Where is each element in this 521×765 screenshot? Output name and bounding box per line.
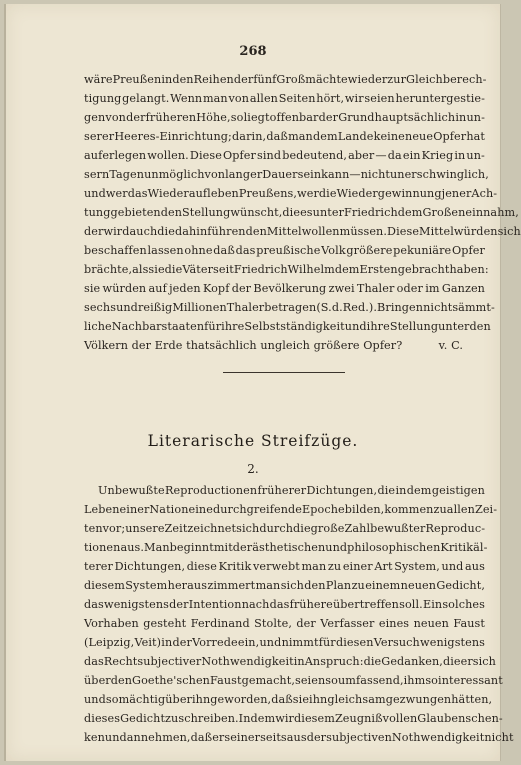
text-line: beschaffen lassen ohne daß das preußische Volk größere pekuniäre Opfer [84, 244, 485, 257]
text-line: auferlegen wollen. Diese Opfer sind bedeutend, aber — da ein Krieg in un- [84, 149, 485, 162]
text-line: wäre Preußen in den Reihen der fünf Großmächte wieder zur Gleichberech- [84, 73, 487, 86]
text-line: das wenigstens der Intention nach das frühere übertreffen soll. Ein solches [84, 598, 485, 611]
text-line: sechsundreißig Millionen Thaler betragen (S. d. Red.). Bringen nicht sämmt- [84, 301, 495, 314]
text-line: und wer das Wiederaufleben Preußens, wer die Wiedergewinnung jener Ach- [84, 187, 498, 200]
page-number: 268 [239, 44, 267, 59]
author-signature: v. C. [438, 339, 463, 352]
text-line: sie würden auf jeden Kopf der Bevölkerung zwei Thaler oder im Ganzen [84, 282, 485, 295]
article-title: Literarische Streifzüge. [147, 432, 359, 450]
text-line: der wird auch die dahin führenden Mittel wollen müssen. Diese Mittel würden sich [84, 225, 521, 238]
text-line: Leben einer Nation eine durchgreifende Epoche bilden, kommen zu allen Zei- [84, 503, 498, 516]
text-line: das Recht subjectiver Nothwendigkeit in Anspruch: die Gedanken, die er sich [84, 655, 496, 668]
article-1-text [84, 70, 521, 355]
text-line: Unbewußte Reproductionen früherer Dichtungen, die in dem geistigen [98, 484, 485, 497]
text-line: serer Heeres-Einrichtung; darin, daß man dem Lande keine neue Opfer hat [84, 130, 485, 143]
text-line: und so mächtig über ihn geworden, daß sie ihn gleichsam gezwungen hätten, [84, 693, 493, 706]
text-line: ken und annehmen, daß er seinerseits aus der subjectiven Nothwendigkeit nicht [84, 731, 514, 744]
text-line: sern Tagen unmöglich von langer Dauer sein kann — nicht unerschwinglich, [84, 168, 489, 181]
article-number: 2. [247, 462, 259, 476]
text-line: terer Dichtungen, diese Kritik verwebt man zu einer Art System, und aus [84, 560, 485, 573]
text-line: (Leipzig, Veit) in der Vorrede ein, und nimmt für diesen Versuch wenigstens [84, 636, 485, 649]
text-line: dieses Gedicht zu schreiben. Indem wir diesem Zeugniß vollen Glauben schen- [84, 712, 503, 725]
text-line: tung gebietenden Stellung wünscht, die es unter Friedrich dem Großen einnahm, [84, 206, 519, 219]
text-line: diesem System heraus zimmert man sich den Plan zu einem neuen Gedicht, [84, 579, 485, 592]
text-line: tigung gelangt. Wenn man von allen Seiten hört, wir seien heruntergestie- [84, 92, 485, 105]
text-line: ten vor; unsere Zeit zeichnet sich durch die große Zahl bewußter Reproduc- [84, 522, 486, 535]
text-line: liche Nachbarstaaten für ihre Selbstständigkeit und ihre Stellung unter den [84, 320, 491, 333]
text-line: brächte, als sie die Väter seit Friedrich Wilhelm dem Ersten gebracht haben: [84, 263, 489, 276]
section-divider [223, 372, 345, 373]
text-line: Vorhaben gesteht Ferdinand Stolte, der Verfasser eines neuen Faust [84, 617, 485, 630]
last-line-text: Völkern der Erde thatsächlich ungleich größere Opfer? [84, 339, 403, 352]
text-line: über den Goethe'schen Faust gemacht, seien so umfassend, ihm so interessant [84, 674, 503, 687]
book-page [4, 4, 521, 761]
text-line: gen von der früheren Höhe, so liegt offenbar der Grund hauptsächlich in un- [84, 111, 485, 124]
text-line-last [84, 336, 485, 355]
article-2-text [84, 481, 514, 747]
text-line: tionen aus. Man beginnt mit der ästhetischen und philosophischen Kritik äl- [84, 541, 488, 554]
